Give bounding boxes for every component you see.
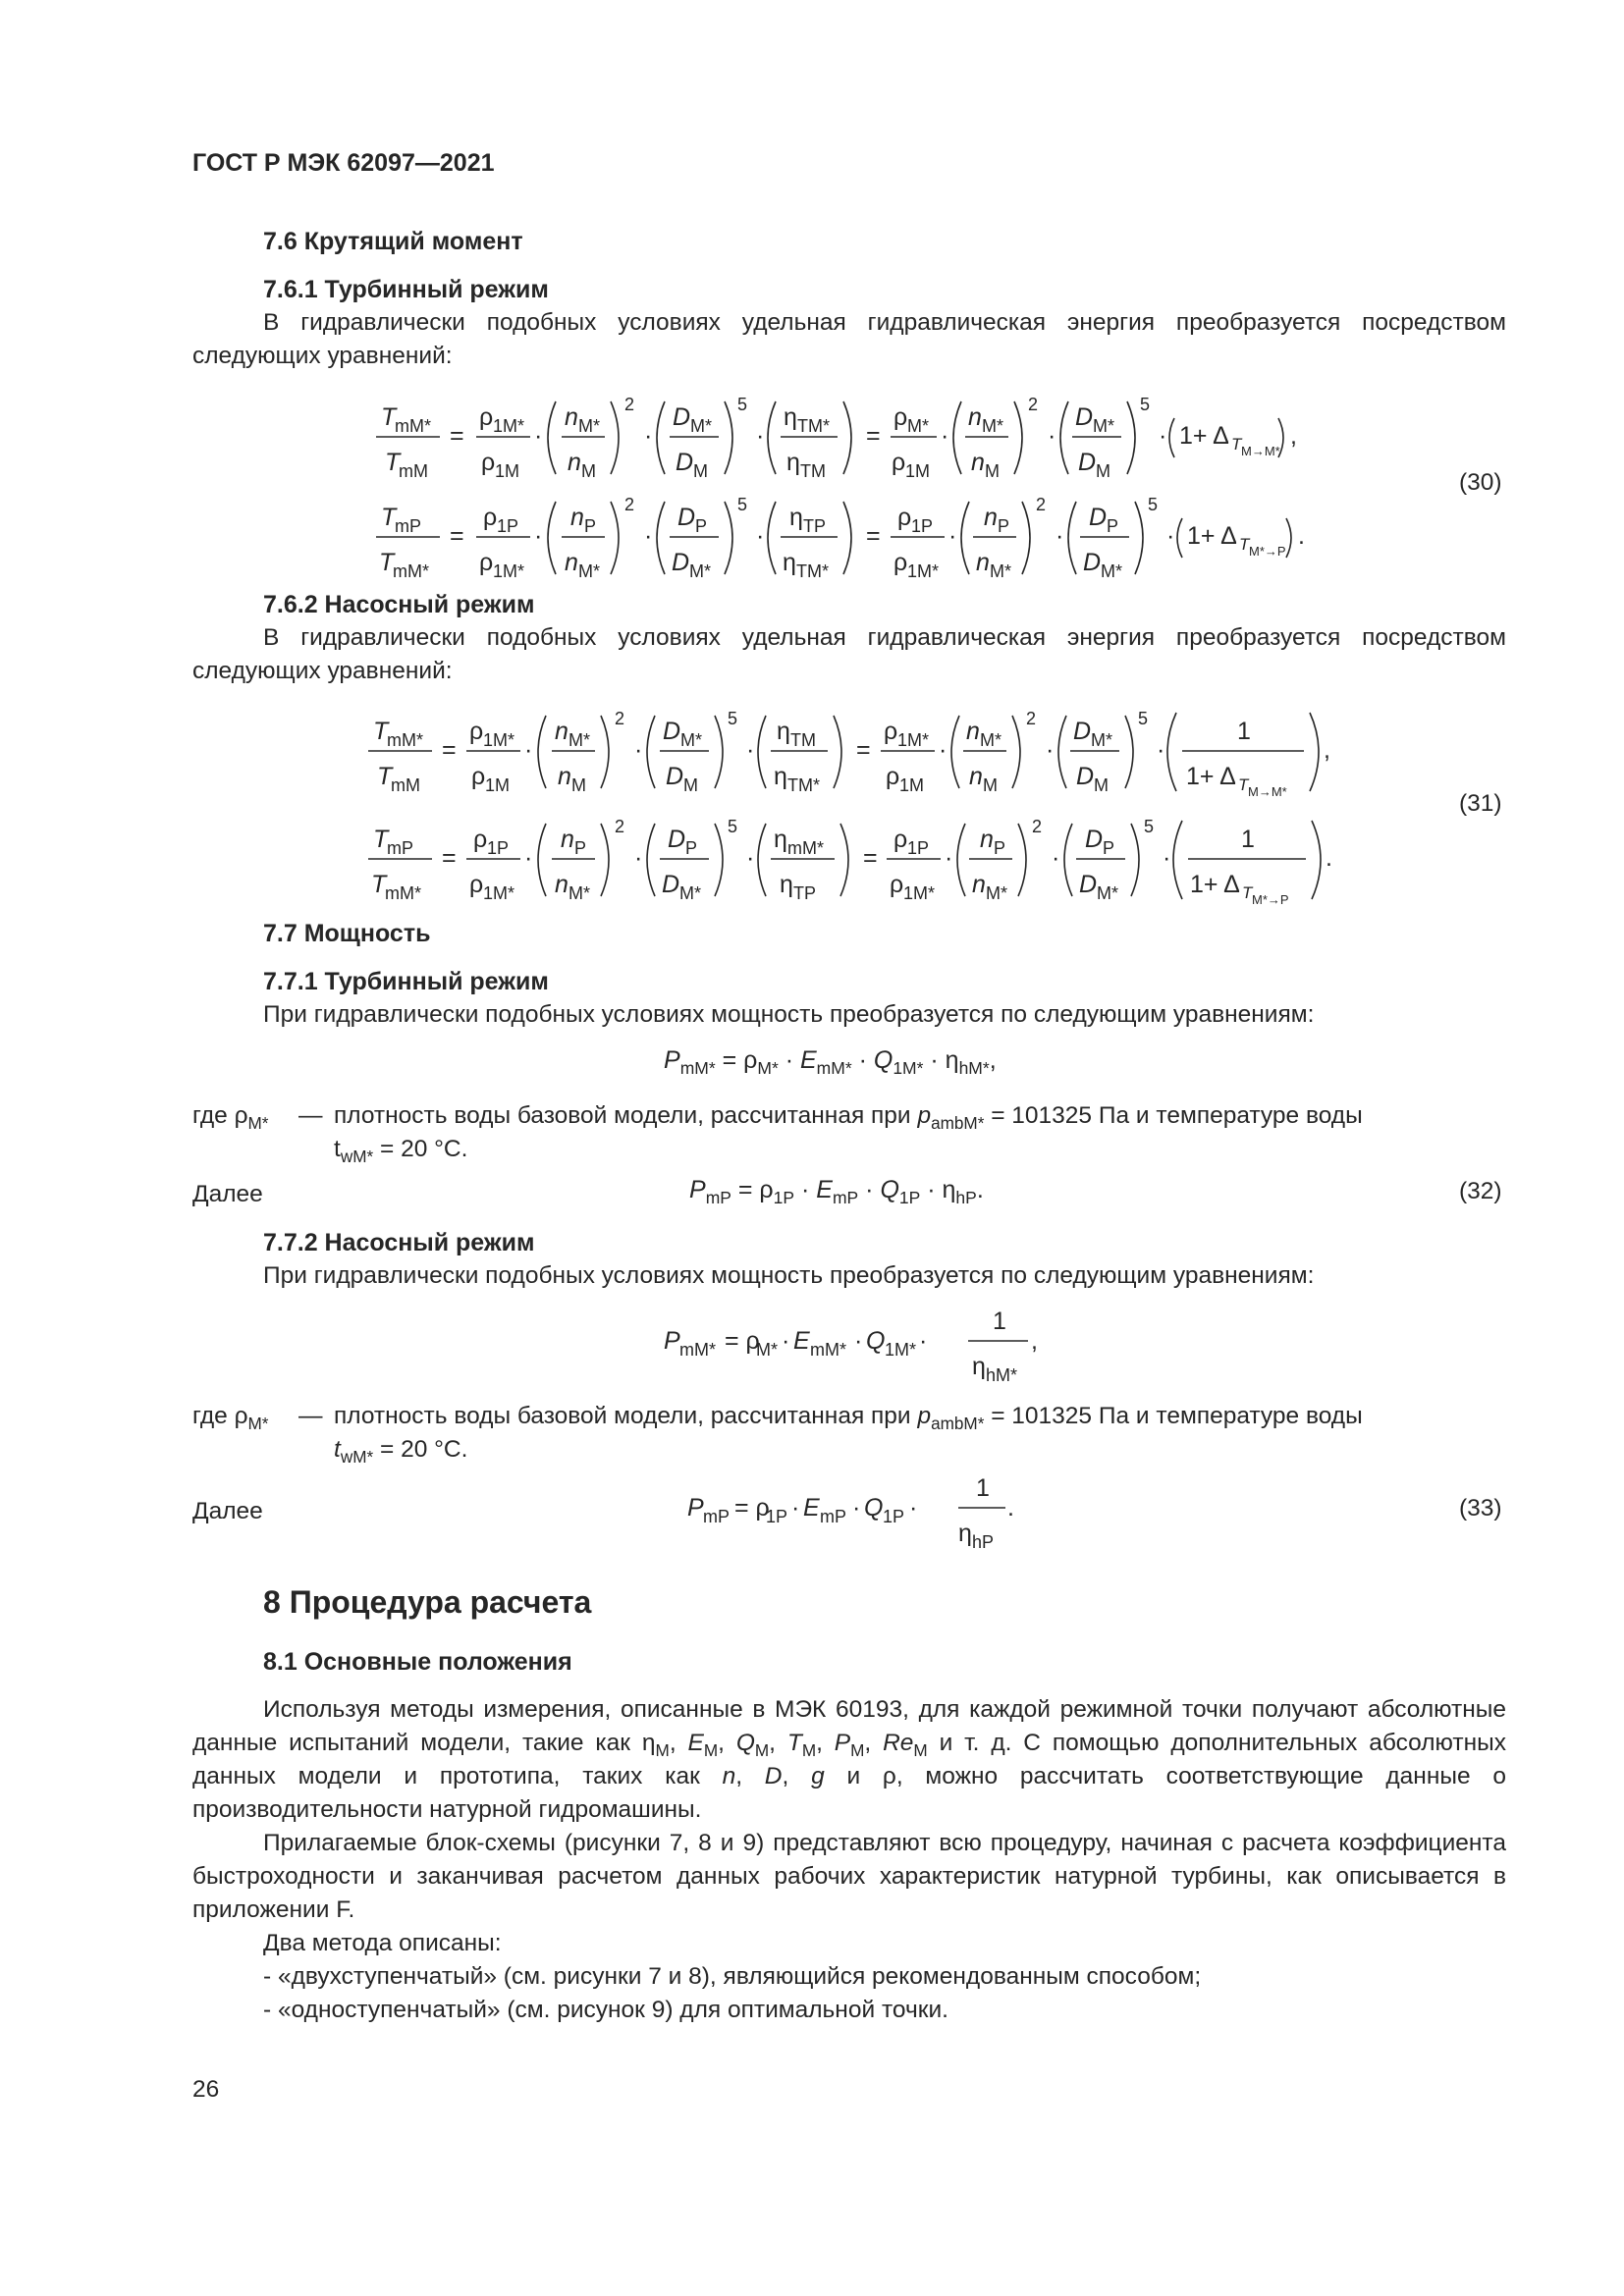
- svg-text:mP: mP: [703, 1507, 730, 1526]
- svg-text:M*: M*: [907, 416, 929, 436]
- svg-text:η: η: [972, 1353, 986, 1380]
- svg-text:D: D: [1089, 504, 1108, 531]
- equation-31-number: (31): [1459, 790, 1502, 817]
- svg-text:=: =: [856, 736, 871, 764]
- svg-text:M*: M*: [986, 883, 1007, 903]
- section-8-1-paragraph-2: Прилагаемые блок-схемы (рисунки 7, 8 и 9) представляют всю процедуру, начиная с расчета коэффициента быстроходности и заканчивая расчетом данных рабочих характеристик натурной турбины, как описывается в приложении F.: [192, 1830, 1506, 1923]
- svg-text:P: P: [1103, 838, 1115, 858]
- svg-text:hM*: hM*: [986, 1365, 1018, 1385]
- svg-text:M→M*: M→M*: [1248, 784, 1287, 799]
- svg-text:1P: 1P: [487, 838, 510, 858]
- svg-text:mP: mP: [820, 1507, 846, 1526]
- svg-text:2: 2: [624, 495, 635, 514]
- svg-text:·: ·: [1048, 422, 1056, 450]
- svg-text:D: D: [672, 549, 690, 576]
- svg-text:5: 5: [737, 395, 748, 414]
- svg-text:1: 1: [1241, 826, 1255, 853]
- svg-text:D: D: [666, 763, 684, 790]
- svg-text:=: =: [450, 422, 464, 450]
- svg-text:=: =: [442, 736, 457, 764]
- where-dash-1: —: [298, 1102, 323, 1129]
- svg-text:= ρ: = ρ: [734, 1494, 770, 1522]
- svg-text:2: 2: [615, 817, 625, 836]
- svg-text:M*→P: M*→P: [1252, 892, 1289, 907]
- svg-text:1P: 1P: [766, 1507, 788, 1526]
- svg-text:1M: 1M: [495, 461, 520, 481]
- svg-text:T: T: [377, 763, 393, 790]
- document-header: ГОСТ Р МЭК 62097—2021: [192, 149, 495, 177]
- svg-text:ρ: ρ: [893, 826, 908, 853]
- svg-text:M: M: [683, 775, 698, 795]
- svg-text:·: ·: [1056, 522, 1064, 550]
- svg-text:=: =: [450, 522, 464, 550]
- svg-text:n: n: [558, 763, 571, 790]
- svg-text:mM*: mM*: [387, 730, 423, 750]
- svg-text:mP: mP: [387, 838, 413, 858]
- svg-text:·: ·: [852, 1494, 861, 1522]
- section-8-1-paragraph-3: Два метода описаны:: [263, 1930, 502, 1956]
- svg-text:1M: 1M: [485, 775, 511, 795]
- svg-text:TM: TM: [800, 461, 826, 481]
- svg-text:T: T: [371, 871, 387, 898]
- svg-text:P: P: [584, 516, 597, 536]
- svg-text:TM*: TM*: [787, 775, 820, 795]
- svg-text:mM*: mM*: [393, 561, 429, 581]
- svg-text:.: .: [1298, 522, 1305, 550]
- svg-text:ρ: ρ: [897, 504, 912, 531]
- svg-text:ρ: ρ: [884, 718, 898, 745]
- svg-text:mM*: mM*: [810, 1340, 846, 1360]
- section-8-1-paragraph-1: Используя методы измерения, описанные в МЭК 60193, для каждой режимной точки получают абсолютные данные испытаний модели, такие как $\eta_M$, $E_M$, $Q_M$, $T_M$, $P_M$, $Re_M$ и т. д. С помощью дополнительных абсолютных данных модели и прототипа, таких как n, D, g и ρ, можно рассчитать соответствующие данные о производительности натурной гидромашины.: [192, 1696, 1506, 1823]
- equation-31: [363, 703, 1345, 909]
- svg-text:1M*: 1M*: [493, 416, 525, 436]
- svg-text:·: ·: [948, 522, 957, 550]
- svg-text:T: T: [1238, 775, 1249, 794]
- where-dash-2: —: [298, 1403, 323, 1429]
- svg-text:mM*: mM*: [385, 883, 421, 903]
- svg-text:1P: 1P: [907, 838, 930, 858]
- svg-text:·: ·: [782, 1327, 790, 1355]
- svg-text:M*: M*: [1091, 730, 1112, 750]
- section-7-6-heading: 7.6 Крутящий момент: [263, 228, 523, 255]
- svg-text:ρ: ρ: [481, 449, 496, 476]
- svg-text:1M*: 1M*: [907, 561, 940, 581]
- svg-text:M: M: [693, 461, 708, 481]
- svg-text:P: P: [998, 516, 1010, 536]
- svg-text:1+ Δ: 1+ Δ: [1187, 522, 1237, 550]
- svg-text:P: P: [685, 838, 698, 858]
- svg-text:·: ·: [1157, 736, 1165, 764]
- svg-text:1M: 1M: [899, 775, 925, 795]
- svg-text:,: ,: [1290, 422, 1297, 450]
- svg-text:2: 2: [624, 395, 635, 414]
- svg-text:η: η: [784, 403, 797, 431]
- svg-text:E: E: [793, 1327, 810, 1355]
- svg-text:·: ·: [634, 736, 643, 764]
- svg-text:D: D: [663, 718, 681, 745]
- svg-text:1+ Δ: 1+ Δ: [1190, 871, 1240, 898]
- svg-text:1P: 1P: [883, 1507, 905, 1526]
- svg-text:=: =: [866, 422, 881, 450]
- equation-30: [363, 389, 1335, 585]
- svg-text:mM*: mM*: [395, 416, 431, 436]
- svg-text:·: ·: [524, 844, 533, 872]
- svg-text:1: 1: [1237, 718, 1251, 745]
- svg-text:η: η: [774, 826, 787, 853]
- svg-text:n: n: [561, 826, 574, 853]
- svg-text:hP: hP: [972, 1532, 995, 1552]
- svg-text:.: .: [1007, 1494, 1014, 1522]
- svg-text:M*: M*: [756, 1340, 778, 1360]
- svg-text:P: P: [574, 838, 587, 858]
- svg-text:M*: M*: [578, 416, 600, 436]
- svg-text:,: ,: [1324, 736, 1330, 764]
- svg-text:M*: M*: [689, 561, 711, 581]
- svg-text:·: ·: [1166, 522, 1175, 550]
- section-7-7-2-intro: При гидравлически подобных условиях мощность преобразуется по следующим уравнениям:: [263, 1262, 1315, 1289]
- svg-text:=: =: [863, 844, 878, 872]
- svg-text:·: ·: [909, 1494, 918, 1522]
- svg-text:P: P: [1107, 516, 1119, 536]
- svg-text:1P: 1P: [497, 516, 519, 536]
- svg-text:D: D: [662, 871, 680, 898]
- svg-text:D: D: [1078, 449, 1097, 476]
- svg-text:M: M: [983, 775, 998, 795]
- svg-text:M: M: [1096, 461, 1110, 481]
- svg-text:n: n: [570, 504, 584, 531]
- svg-text:2: 2: [1026, 709, 1037, 728]
- section-7-7-2-heading: 7.7.2 Насосный режим: [263, 1229, 535, 1256]
- page-number: 26: [192, 2076, 220, 2103]
- svg-text:ρ: ρ: [473, 826, 488, 853]
- svg-text:η: η: [780, 871, 793, 898]
- svg-text:T: T: [381, 504, 397, 531]
- where-rho-symbol-1: где $\rho_{M*}$: [192, 1102, 269, 1133]
- svg-text:5: 5: [728, 709, 738, 728]
- svg-text:η: η: [774, 763, 787, 790]
- svg-text:1+ Δ: 1+ Δ: [1186, 763, 1236, 790]
- svg-text:2: 2: [1032, 817, 1043, 836]
- svg-text:T: T: [381, 403, 397, 431]
- svg-text:n: n: [980, 826, 994, 853]
- svg-text:ρ: ρ: [483, 504, 498, 531]
- svg-text:P: P: [687, 1494, 704, 1522]
- section-7-7-1-heading: 7.7.1 Турбинный режим: [263, 968, 549, 995]
- svg-text:P: P: [994, 838, 1006, 858]
- svg-text:P: P: [664, 1327, 680, 1355]
- svg-text:5: 5: [1144, 817, 1155, 836]
- svg-text:T: T: [379, 549, 395, 576]
- svg-text:M: M: [581, 461, 596, 481]
- svg-text:·: ·: [919, 1327, 928, 1355]
- svg-text:mM*: mM*: [679, 1340, 716, 1360]
- where-rho-definition-1-line2: $t_{wM*} = 20$ °C.: [334, 1136, 468, 1166]
- svg-text:D: D: [1085, 826, 1104, 853]
- svg-text:ρ: ρ: [890, 871, 904, 898]
- svg-text:T: T: [1242, 883, 1253, 902]
- svg-text:ρ: ρ: [893, 403, 908, 431]
- svg-text:·: ·: [1052, 844, 1060, 872]
- svg-text:1M*: 1M*: [483, 883, 515, 903]
- svg-text:η: η: [786, 449, 800, 476]
- svg-text:TP: TP: [803, 516, 827, 536]
- svg-text:Q: Q: [864, 1494, 884, 1522]
- svg-text:D: D: [673, 403, 691, 431]
- svg-text:1M*: 1M*: [903, 883, 936, 903]
- svg-text:,: ,: [1031, 1327, 1038, 1355]
- svg-text:M*: M*: [1093, 416, 1114, 436]
- section-8-1-heading: 8.1 Основные положения: [263, 1648, 572, 1676]
- svg-text:ρ: ρ: [479, 403, 494, 431]
- svg-text:M*: M*: [1097, 883, 1118, 903]
- svg-text:·: ·: [746, 844, 755, 872]
- power-turbine-model-formula: $P_{mM*} = \rho_{M*} \cdot E_{mM*} \cdot Q_{1M*} \cdot \eta_{hM*}$,: [664, 1046, 997, 1079]
- where-rho-definition-1: плотность воды базовой модели, рассчитанная при $p_{ambM*} = 101325$ Па и температуре воды: [334, 1102, 1363, 1133]
- svg-text:ρ: ρ: [479, 549, 494, 576]
- equation-33-number: (33): [1459, 1495, 1502, 1522]
- svg-text:5: 5: [737, 495, 748, 514]
- svg-text:M: M: [571, 775, 586, 795]
- svg-text:= ρ: = ρ: [725, 1327, 760, 1355]
- next-label-32: Далее: [192, 1181, 263, 1207]
- svg-text:η: η: [777, 718, 790, 745]
- svg-text:D: D: [1079, 871, 1098, 898]
- svg-text:1: 1: [976, 1474, 990, 1502]
- section-7-6-2-intro: В гидравлически подобных условиях удельная гидравлическая энергия преобразуется посредством следующих уравнений:: [192, 624, 1506, 684]
- svg-text:n: n: [971, 449, 985, 476]
- svg-text:M: M: [1094, 775, 1109, 795]
- svg-text:·: ·: [756, 422, 765, 450]
- svg-text:1+ Δ: 1+ Δ: [1179, 422, 1229, 450]
- svg-text:T: T: [373, 826, 389, 853]
- svg-text:1M*: 1M*: [483, 730, 515, 750]
- equation-32-number: (32): [1459, 1178, 1502, 1204]
- svg-text:n: n: [565, 403, 578, 431]
- svg-text:mP: mP: [395, 516, 421, 536]
- svg-text:n: n: [972, 871, 986, 898]
- where-rho-symbol-2: где $\rho_{M*}$: [192, 1403, 269, 1433]
- svg-text:T: T: [373, 718, 389, 745]
- svg-text:.: .: [1326, 844, 1332, 872]
- svg-text:·: ·: [1046, 736, 1055, 764]
- svg-text:D: D: [668, 826, 686, 853]
- section-8-heading: 8 Процедура расчета: [263, 1584, 592, 1620]
- svg-text:ρ: ρ: [893, 549, 908, 576]
- svg-text:2: 2: [1036, 495, 1047, 514]
- where-rho-definition-2: плотность воды базовой модели, рассчитанная при $p_{ambM*} = 101325$ Па и температуре воды: [334, 1403, 1363, 1433]
- svg-text:ρ: ρ: [886, 763, 900, 790]
- method-list-item-2: - «одноступенчатый» (см. рисунок 9) для оптимальной точки.: [263, 1997, 948, 2023]
- svg-text:n: n: [984, 504, 998, 531]
- svg-text:M*: M*: [568, 730, 590, 750]
- power-pump-prototype-formula: [683, 1468, 1037, 1555]
- svg-text:D: D: [677, 504, 696, 531]
- svg-text:n: n: [969, 763, 983, 790]
- svg-text:M*: M*: [690, 416, 712, 436]
- svg-text:·: ·: [941, 422, 949, 450]
- equation-30-number: (30): [1459, 469, 1502, 496]
- svg-text:·: ·: [746, 736, 755, 764]
- svg-text:2: 2: [615, 709, 625, 728]
- svg-text:η: η: [783, 549, 796, 576]
- svg-text:mM: mM: [399, 461, 428, 481]
- svg-text:1M: 1M: [905, 461, 931, 481]
- svg-text:·: ·: [854, 1327, 863, 1355]
- svg-text:n: n: [976, 549, 990, 576]
- svg-text:E: E: [803, 1494, 820, 1522]
- svg-text:·: ·: [524, 736, 533, 764]
- svg-text:5: 5: [1140, 395, 1151, 414]
- svg-text:1P: 1P: [911, 516, 934, 536]
- svg-text:D: D: [1076, 763, 1095, 790]
- svg-text:D: D: [1075, 403, 1094, 431]
- section-7-7-heading: 7.7 Мощность: [263, 920, 431, 947]
- svg-text:M*: M*: [679, 883, 701, 903]
- svg-text:mM: mM: [391, 775, 420, 795]
- svg-text:·: ·: [634, 844, 643, 872]
- svg-text:M*: M*: [578, 561, 600, 581]
- svg-text:TM*: TM*: [796, 561, 829, 581]
- next-label-33: Далее: [192, 1498, 263, 1524]
- svg-text:·: ·: [791, 1494, 800, 1522]
- svg-text:M*: M*: [990, 561, 1011, 581]
- section-7-6-1-heading: 7.6.1 Турбинный режим: [263, 276, 549, 303]
- svg-text:·: ·: [756, 522, 765, 550]
- svg-text:5: 5: [1138, 709, 1149, 728]
- svg-text:M→M*: M→M*: [1241, 444, 1280, 458]
- svg-text:·: ·: [945, 844, 953, 872]
- svg-text:ρ: ρ: [471, 763, 486, 790]
- svg-text:M*: M*: [568, 883, 590, 903]
- svg-text:η: η: [958, 1520, 972, 1547]
- svg-text:·: ·: [534, 522, 543, 550]
- svg-text:D: D: [1073, 718, 1092, 745]
- method-list-item-1: - «двухступенчатый» (см. рисунки 7 и 8), являющийся рекомендованным способом;: [263, 1963, 1202, 1990]
- section-7-7-1-intro: При гидравлически подобных условиях мощность преобразуется по следующим уравнениям:: [263, 1001, 1315, 1028]
- svg-text:P: P: [695, 516, 708, 536]
- svg-text:M*→P: M*→P: [1249, 544, 1286, 559]
- svg-text:·: ·: [939, 736, 947, 764]
- svg-text:Q: Q: [866, 1327, 886, 1355]
- svg-text:ρ: ρ: [469, 718, 484, 745]
- power-pump-model-formula: [660, 1306, 1072, 1392]
- svg-text:1M*: 1M*: [885, 1340, 917, 1360]
- svg-text:M*: M*: [680, 730, 702, 750]
- svg-text:·: ·: [1163, 844, 1171, 872]
- svg-text:T: T: [1239, 535, 1250, 554]
- svg-text:1M*: 1M*: [897, 730, 930, 750]
- svg-text:n: n: [565, 549, 578, 576]
- svg-text:n: n: [568, 449, 581, 476]
- svg-text:T: T: [385, 449, 401, 476]
- svg-text:n: n: [968, 403, 982, 431]
- svg-text:TM*: TM*: [797, 416, 830, 436]
- svg-text:T: T: [1231, 435, 1242, 454]
- svg-text:=: =: [866, 522, 881, 550]
- svg-text:η: η: [789, 504, 803, 531]
- svg-text:1: 1: [993, 1308, 1006, 1335]
- svg-text:D: D: [1083, 549, 1102, 576]
- svg-text:·: ·: [534, 422, 543, 450]
- svg-text:D: D: [676, 449, 694, 476]
- svg-text:1M*: 1M*: [493, 561, 525, 581]
- svg-text:n: n: [555, 718, 568, 745]
- power-turbine-prototype-formula: $P_{mP} = \rho_{1P} \cdot E_{mP} \cdot Q_{1P} \cdot \eta_{hP}$.: [689, 1176, 984, 1208]
- svg-text:n: n: [966, 718, 980, 745]
- svg-text:M*: M*: [1101, 561, 1122, 581]
- svg-text:ρ: ρ: [892, 449, 906, 476]
- svg-text:M*: M*: [982, 416, 1003, 436]
- svg-text:·: ·: [1159, 422, 1167, 450]
- svg-text:=: =: [442, 844, 457, 872]
- svg-text:mM*: mM*: [787, 838, 824, 858]
- section-7-6-2-heading: 7.6.2 Насосный режим: [263, 591, 535, 618]
- svg-text:·: ·: [644, 422, 653, 450]
- svg-text:5: 5: [728, 817, 738, 836]
- svg-text:ρ: ρ: [469, 871, 484, 898]
- where-rho-definition-2-line2: $t_{wM*} = 20$ °C.: [334, 1436, 468, 1467]
- svg-text:TP: TP: [793, 883, 817, 903]
- svg-text:M*: M*: [980, 730, 1001, 750]
- section-7-6-1-intro: В гидравлически подобных условиях удельная гидравлическая энергия преобразуется посредством следующих уравнений:: [192, 309, 1506, 369]
- svg-text:5: 5: [1148, 495, 1159, 514]
- svg-text:·: ·: [644, 522, 653, 550]
- svg-text:TM: TM: [790, 730, 816, 750]
- svg-text:2: 2: [1028, 395, 1039, 414]
- svg-text:n: n: [555, 871, 568, 898]
- svg-text:M: M: [985, 461, 1000, 481]
